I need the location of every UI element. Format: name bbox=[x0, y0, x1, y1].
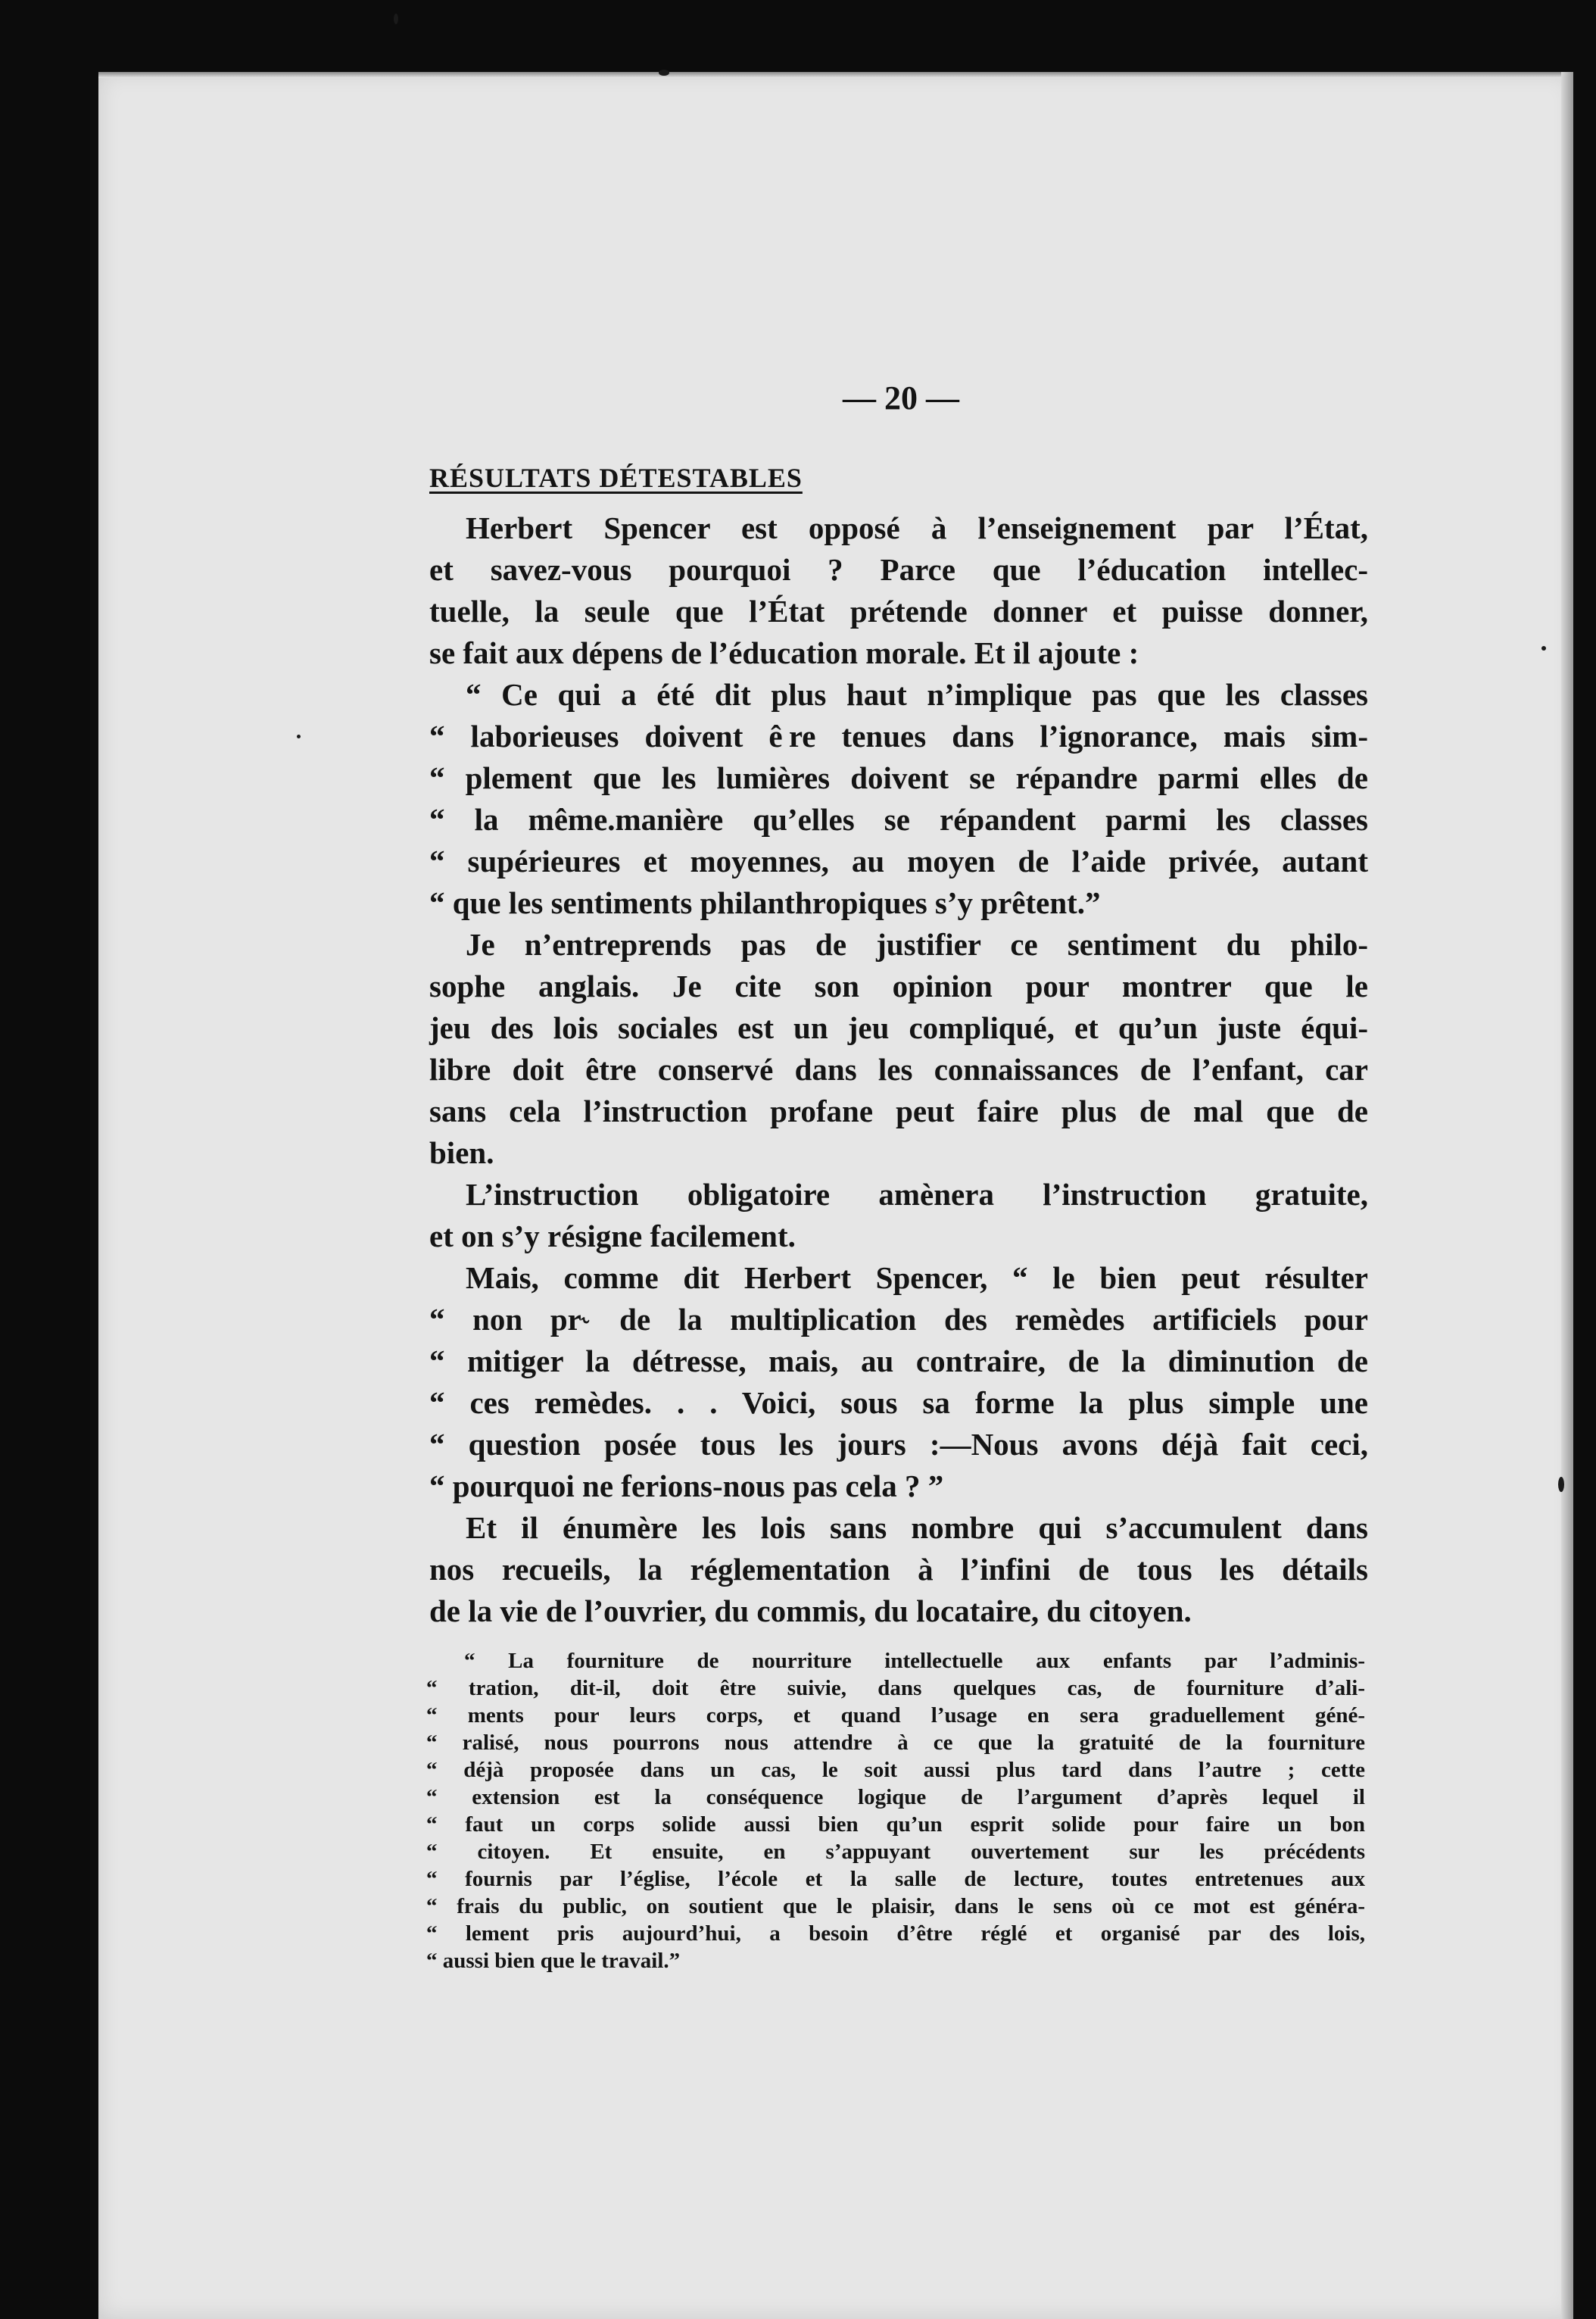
footnote-line: “ ralisé, nous pourrons nous attendre à ce que la gratuité de la fourniture bbox=[426, 1731, 1365, 1755]
footnote-line: “ citoyen. Et ensuite, en s’appuyant ouvertement sur les précédents bbox=[426, 1840, 1365, 1864]
body-line: de la vie de l’ouvrier, du commis, du locataire, du citoyen. bbox=[429, 1593, 1192, 1628]
page-right-edge bbox=[1561, 72, 1573, 2319]
body-line: sophe anglais. Je cite son opinion pour montrer que le bbox=[429, 969, 1368, 1003]
footnote-text bbox=[426, 1647, 1365, 1974]
footnote-line: “ frais du public, on soutient que le plaisir, dans le sens où ce mot est généra- bbox=[426, 1894, 1365, 1918]
body-line: Je n’entreprends pas de justifier ce sentiment du philo- bbox=[466, 927, 1368, 962]
body-line: et savez-vous pourquoi ? Parce que l’éducation intellec- bbox=[429, 552, 1368, 587]
body-line: tuelle, la seule que l’État prétende donner et puisse donner, bbox=[429, 594, 1368, 629]
body-line: libre doit être conservé dans les connaissances de l’enfant, car bbox=[429, 1052, 1368, 1087]
body-line: “ supérieures et moyennes, au moyen de l’aide privée, autant bbox=[429, 844, 1368, 879]
page-top-edge bbox=[98, 72, 1573, 78]
body-line: “ la même.manière qu’elles se répandent parmi les classes bbox=[429, 802, 1368, 837]
body-line: “ pourquoi ne ferions-nous pas cela ? ” bbox=[429, 1468, 944, 1503]
body-line: “ ces remèdes. . . Voici, sous sa forme la plus simple une bbox=[429, 1385, 1368, 1420]
body-line: sans cela l’instruction profane peut faire plus de mal que de bbox=[429, 1094, 1368, 1128]
body-line: Mais, comme dit Herbert Spencer, “ le bien peut résulter bbox=[466, 1260, 1368, 1295]
scan-speck bbox=[659, 70, 669, 76]
footnote-line: “ ments pour leurs corps, et quand l’usage en sera graduellement géné- bbox=[426, 1703, 1365, 1728]
footnote-line: “ fournis par l’église, l’école et la salle de lecture, toutes entretenues aux bbox=[426, 1867, 1365, 1891]
body-line: “ plement que les lumières doivent se répandre parmi elles de bbox=[429, 760, 1368, 795]
scan-speck bbox=[1558, 1477, 1564, 1492]
footnote-line: “ lement pris aujourd’hui, a besoin d’être réglé et organisé par des lois, bbox=[426, 1921, 1365, 1946]
body-line: se fait aux dépens de l’éducation morale. Et il ajoute : bbox=[429, 635, 1139, 670]
section-heading: RÉSULTATS DÉTESTABLES bbox=[429, 463, 803, 493]
body-line: et on s’y résigne facilement. bbox=[429, 1219, 796, 1253]
footnote-line: “ La fourniture de nourriture intellectuelle aux enfants par l’adminis- bbox=[464, 1649, 1365, 1673]
body-line: “ laborieuses doivent ê re tenues dans l’ignorance, mais sim- bbox=[429, 719, 1368, 754]
scan-speck bbox=[297, 735, 301, 738]
body-line: “ Ce qui a été dit plus haut n’implique pas que les classes bbox=[466, 677, 1368, 712]
scan-speck bbox=[1541, 646, 1546, 651]
body-line: Herbert Spencer est opposé à l’enseignement par l’État, bbox=[466, 510, 1368, 545]
page-number: — 20 — bbox=[843, 379, 959, 417]
body-line: jeu des lois sociales est un jeu compliqué, et qu’un juste équi- bbox=[429, 1010, 1368, 1045]
body-line: Et il énumère les lois sans nombre qui s’accumulent dans bbox=[466, 1510, 1368, 1545]
body-line: “ non pr˞ de la multiplication des remèdes artificiels pour bbox=[429, 1302, 1368, 1337]
footnote-line: “ faut un corps solide aussi bien qu’un esprit solide pour faire un bon bbox=[426, 1812, 1365, 1837]
footnote-line: “ extension est la conséquence logique de l’argument d’après lequel il bbox=[426, 1785, 1365, 1809]
body-line: bien. bbox=[429, 1135, 494, 1170]
body-line: “ que les sentiments philanthropiques s’y prêtent.” bbox=[429, 885, 1101, 920]
body-line: “ question posée tous les jours :—Nous avons déjà fait ceci, bbox=[429, 1427, 1368, 1462]
body-line: nos recueils, la réglementation à l’infini de tous les détails bbox=[429, 1552, 1368, 1587]
body-text bbox=[429, 507, 1368, 1632]
scan-speck bbox=[394, 14, 398, 24]
footnote-line: “ tration, dit-il, doit être suivie, dans quelques cas, de fourniture d’ali- bbox=[426, 1676, 1365, 1700]
body-line: “ mitiger la détresse, mais, au contraire, de la diminution de bbox=[429, 1344, 1368, 1378]
body-line: L’instruction obligatoire amènera l’instruction gratuite, bbox=[466, 1177, 1368, 1212]
footnote-line: “ déjà proposée dans un cas, le soit aussi plus tard dans l’autre ; cette bbox=[426, 1758, 1365, 1782]
footnote-line: “ aussi bien que le travail.” bbox=[426, 1949, 681, 1973]
